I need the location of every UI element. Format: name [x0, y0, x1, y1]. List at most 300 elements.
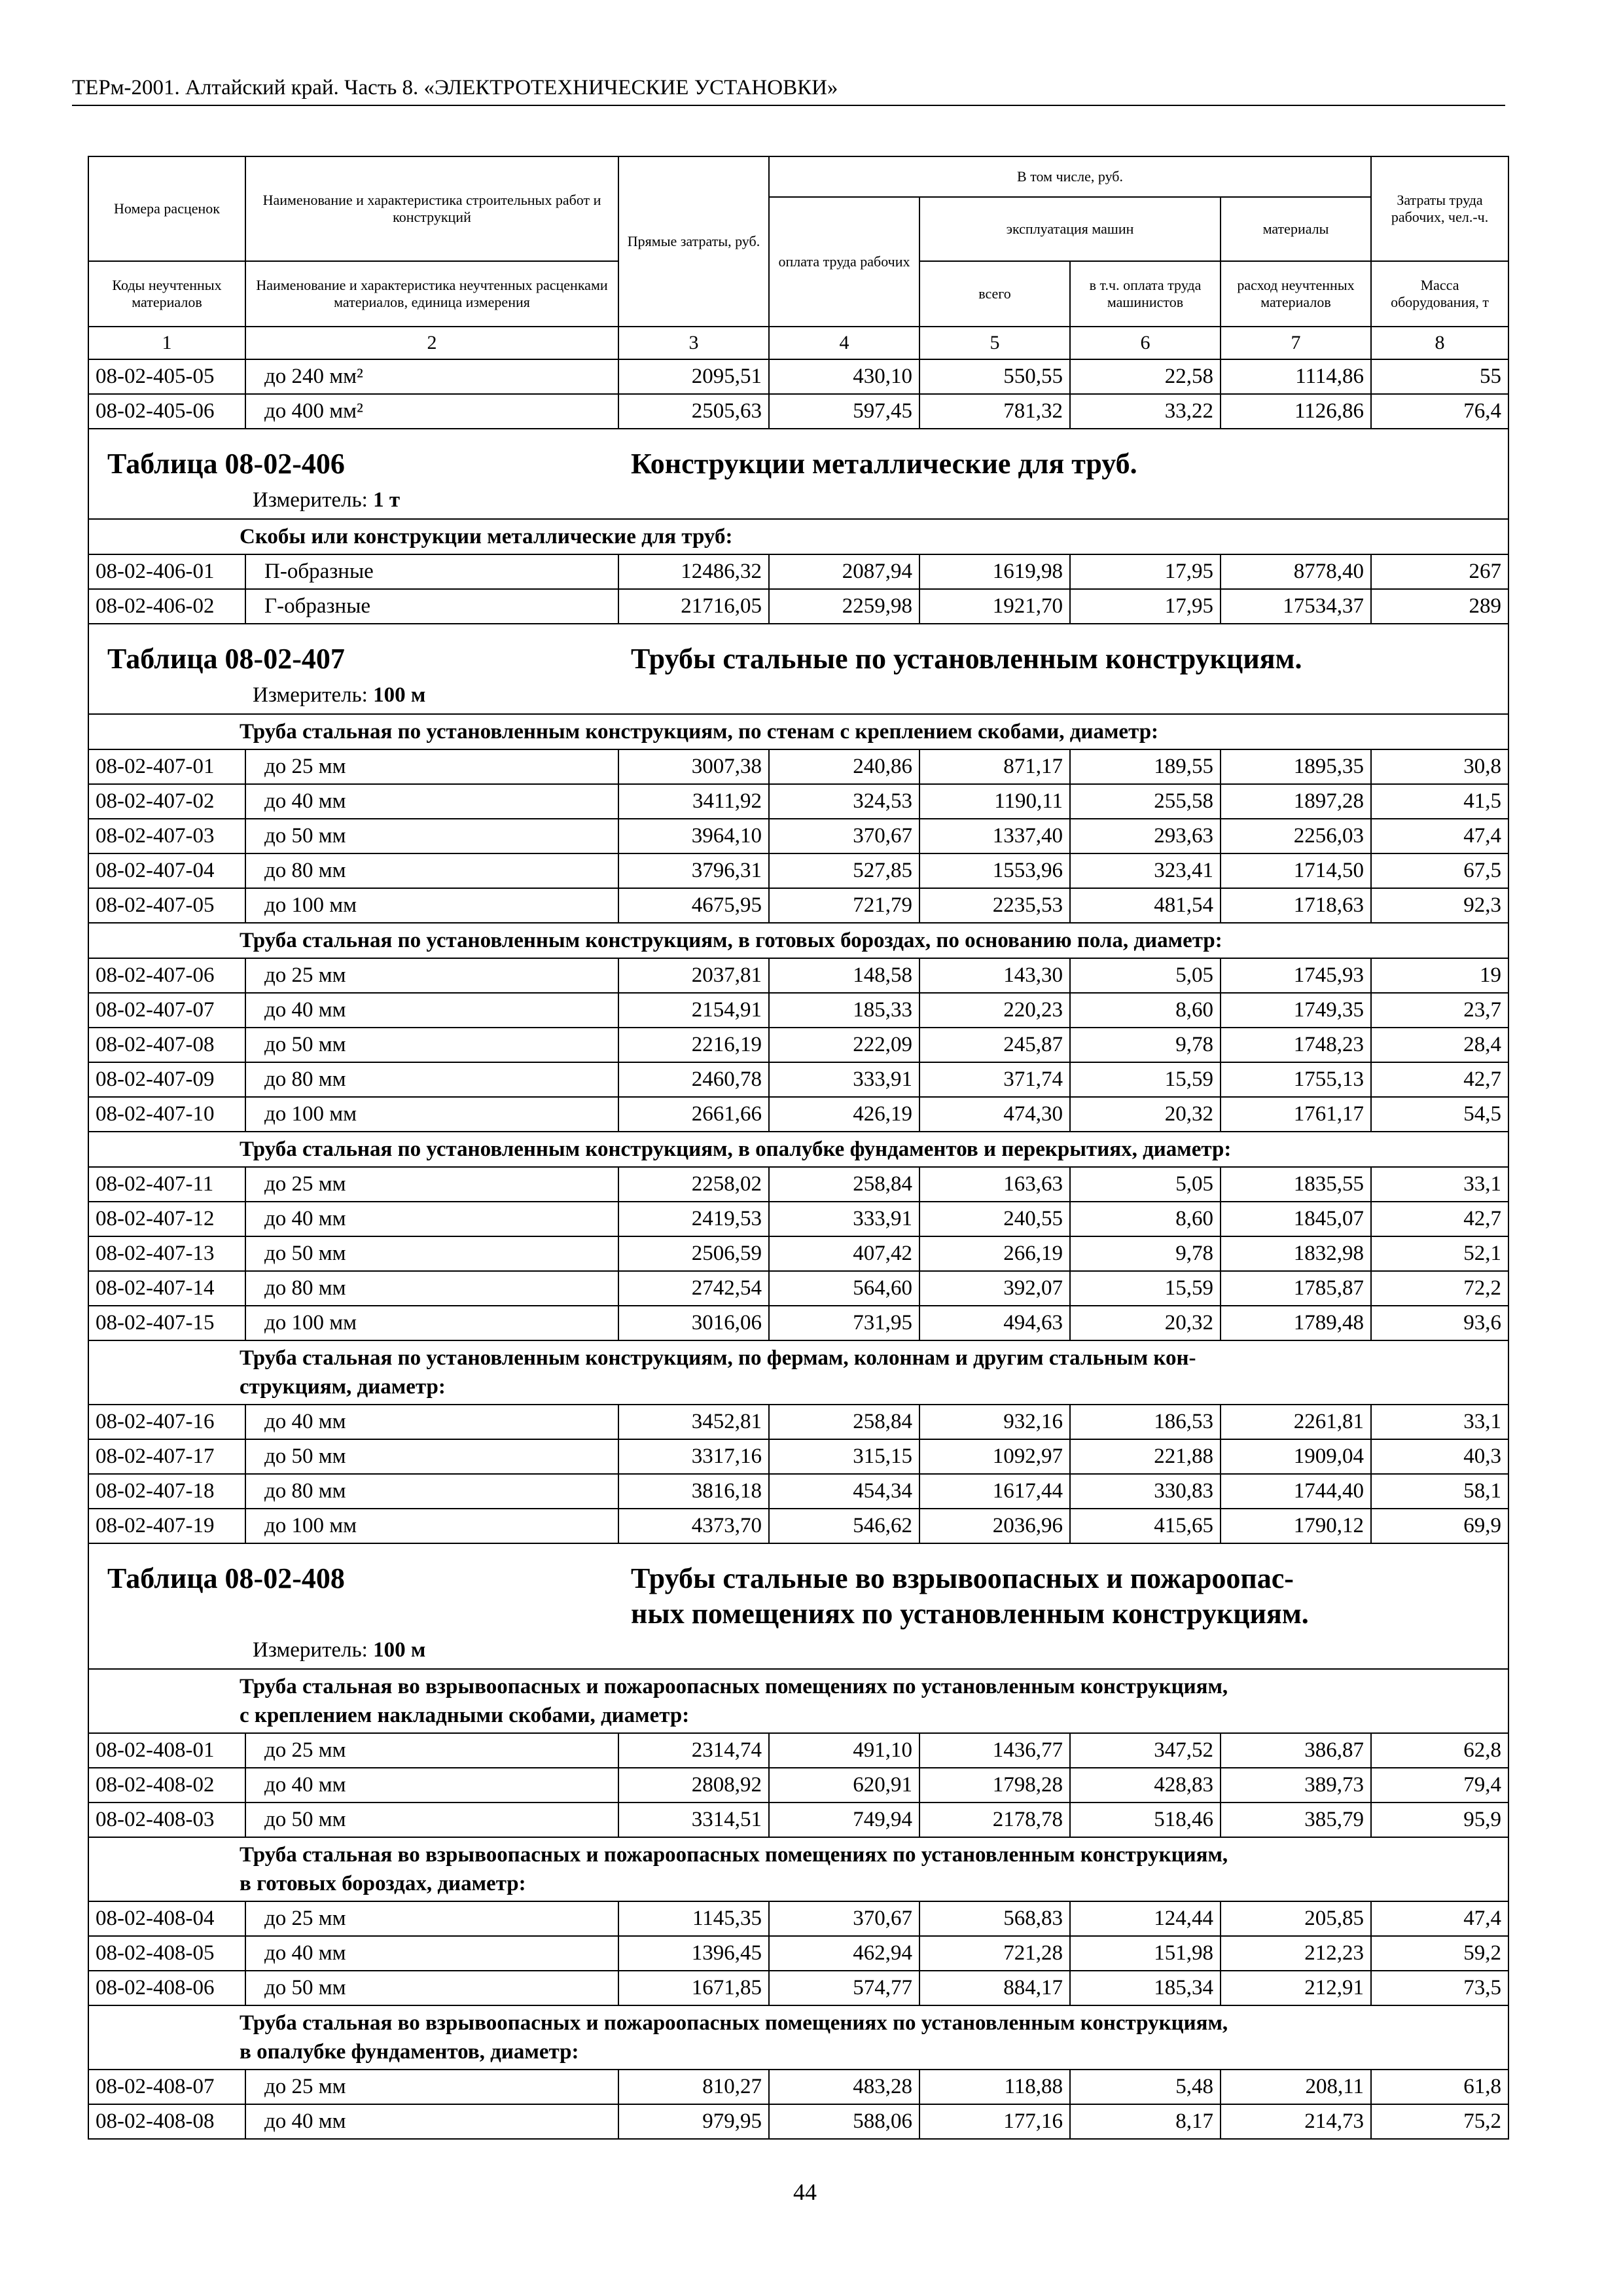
cost-value: 151,98	[1070, 1936, 1221, 1971]
rate-code: 08-02-407-19	[88, 1509, 245, 1543]
table-row	[88, 1062, 1508, 1097]
table-row	[88, 1936, 1508, 1971]
cost-value: 5,05	[1070, 958, 1221, 993]
work-name: до 100 мм	[245, 888, 618, 923]
cost-value: 330,83	[1070, 1474, 1221, 1509]
rate-code: 08-02-407-04	[88, 853, 245, 888]
table-title	[89, 624, 1508, 677]
cost-value: 2261,81	[1221, 1405, 1371, 1439]
table-row	[88, 1271, 1508, 1306]
section-row	[88, 714, 1508, 749]
work-name: до 80 мм	[245, 1271, 618, 1306]
cost-value: 4675,95	[618, 888, 769, 923]
cost-value: 426,19	[769, 1097, 919, 1132]
cost-value: 185,34	[1070, 1971, 1221, 2005]
cost-value: 21716,05	[618, 589, 769, 624]
cost-value: 20,32	[1070, 1306, 1221, 1340]
cost-value: 370,67	[769, 819, 919, 853]
work-name: до 100 мм	[245, 1097, 618, 1132]
section-title	[88, 714, 1508, 749]
table-measure	[89, 482, 1508, 518]
cost-value: 518,46	[1070, 1803, 1221, 1837]
table-row	[88, 888, 1508, 923]
table-row	[88, 2070, 1508, 2104]
cost-value: 143,30	[919, 958, 1070, 993]
table-label: Таблица 08-02-407	[107, 643, 345, 675]
cost-value: 389,73	[1221, 1768, 1371, 1803]
cost-value: 721,28	[919, 1936, 1070, 1971]
cost-value: 67,5	[1371, 853, 1508, 888]
cost-value: 240,86	[769, 749, 919, 784]
cost-value: 8,60	[1070, 1202, 1221, 1236]
cost-value: 258,84	[769, 1405, 919, 1439]
cost-value: 2178,78	[919, 1803, 1070, 1837]
work-name: до 25 мм	[245, 1901, 618, 1936]
cost-value: 781,32	[919, 394, 1070, 429]
cost-value: 1114,86	[1221, 359, 1371, 394]
rate-code: 08-02-407-01	[88, 749, 245, 784]
measure-value: 1 т	[373, 488, 401, 512]
col-number: 4	[769, 327, 919, 359]
cost-value: 1755,13	[1221, 1062, 1371, 1097]
cost-value: 17,95	[1070, 589, 1221, 624]
rate-code: 08-02-407-16	[88, 1405, 245, 1439]
col-direct-header: Прямые затраты, руб.	[618, 156, 769, 327]
col-name-header: Наименование и характеристика строительных работ и конструкций	[245, 156, 618, 261]
cost-value: 61,8	[1371, 2070, 1508, 2104]
table-description-line: ных помещениях по установленным конструкциям.	[631, 1598, 1309, 1630]
work-name: до 40 мм	[245, 1202, 618, 1236]
cost-value: 2036,96	[919, 1509, 1070, 1543]
cost-value: 386,87	[1221, 1733, 1371, 1768]
col-mass-header: Масса оборудования, т	[1371, 261, 1508, 327]
page-header: ТЕРм-2001. Алтайский край. Часть 8. «ЭЛЕКТРОТЕХНИЧЕСКИЕ УСТАНОВКИ»	[72, 73, 1505, 106]
col-in-that-header: В том числе, руб.	[769, 156, 1371, 197]
cost-value: 333,91	[769, 1202, 919, 1236]
cost-value: 731,95	[769, 1306, 919, 1340]
cost-value: 392,07	[919, 1271, 1070, 1306]
cost-value: 124,44	[1070, 1901, 1221, 1936]
table-row	[88, 1971, 1508, 2005]
measure-value: 100 м	[373, 1638, 426, 1662]
cost-value: 932,16	[919, 1405, 1070, 1439]
cost-value: 47,4	[1371, 819, 1508, 853]
cost-value: 324,53	[769, 784, 919, 819]
cost-value: 1785,87	[1221, 1271, 1371, 1306]
cost-value: 214,73	[1221, 2104, 1371, 2139]
cost-value: 33,22	[1070, 394, 1221, 429]
cost-value: 1761,17	[1221, 1097, 1371, 1132]
rate-code: 08-02-407-13	[88, 1236, 245, 1271]
rate-code: 08-02-405-05	[88, 359, 245, 394]
col-number: 7	[1221, 327, 1371, 359]
cost-value: 95,9	[1371, 1803, 1508, 1837]
work-name: до 25 мм	[245, 2070, 618, 2104]
cost-value: 293,63	[1070, 819, 1221, 853]
cost-value: 3007,38	[618, 749, 769, 784]
work-name: до 50 мм	[245, 1439, 618, 1474]
cost-value: 454,34	[769, 1474, 919, 1509]
cost-value: 1718,63	[1221, 888, 1371, 923]
cost-value: 462,94	[769, 1936, 919, 1971]
measure-label: Измеритель:	[253, 683, 368, 707]
col-code-header: Номера расценок	[88, 156, 245, 261]
cost-value: 385,79	[1221, 1803, 1371, 1837]
cost-value: 2460,78	[618, 1062, 769, 1097]
cost-value: 59,2	[1371, 1936, 1508, 1971]
rate-code: 08-02-408-01	[88, 1733, 245, 1768]
cost-value: 148,58	[769, 958, 919, 993]
table-row	[88, 1733, 1508, 1768]
cost-value: 2505,63	[618, 394, 769, 429]
rate-code: 08-02-408-03	[88, 1803, 245, 1837]
table-row	[88, 1439, 1508, 1474]
cost-value: 407,42	[769, 1236, 919, 1271]
cost-value: 749,94	[769, 1803, 919, 1837]
cost-value: 19	[1371, 958, 1508, 993]
work-name: до 50 мм	[245, 1803, 618, 1837]
work-name: до 25 мм	[245, 1167, 618, 1202]
cost-value: 1845,07	[1221, 1202, 1371, 1236]
rate-code: 08-02-406-01	[88, 554, 245, 589]
cost-value: 4373,70	[618, 1509, 769, 1543]
work-name: до 50 мм	[245, 819, 618, 853]
cost-value: 54,5	[1371, 1097, 1508, 1132]
cost-value: 258,84	[769, 1167, 919, 1202]
cost-value: 1714,50	[1221, 853, 1371, 888]
cost-value: 1337,40	[919, 819, 1070, 853]
table-description: Конструкции металлические для труб.	[631, 448, 1137, 480]
cost-value: 1553,96	[919, 853, 1070, 888]
cost-value: 3964,10	[618, 819, 769, 853]
table-row	[88, 1405, 1508, 1439]
table-row	[88, 1768, 1508, 1803]
work-name: до 50 мм	[245, 1028, 618, 1062]
cost-value: 3452,81	[618, 1405, 769, 1439]
cost-value: 42,7	[1371, 1202, 1508, 1236]
section-row	[88, 1669, 1508, 1733]
table-measure	[89, 677, 1508, 713]
section-title-line: в опалубке фундаментов, диаметр:	[240, 2040, 579, 2064]
rates-table-body	[88, 156, 1508, 2139]
table-row	[88, 2104, 1508, 2139]
cost-value: 620,91	[769, 1768, 919, 1803]
table-row	[88, 749, 1508, 784]
rate-code: 08-02-408-06	[88, 1971, 245, 2005]
table-row	[88, 1236, 1508, 1271]
cost-value: 47,4	[1371, 1901, 1508, 1936]
cost-value: 3796,31	[618, 853, 769, 888]
work-name: до 240 мм²	[245, 359, 618, 394]
rate-code: 08-02-408-05	[88, 1936, 245, 1971]
work-name: до 25 мм	[245, 1733, 618, 1768]
cost-value: 62,8	[1371, 1733, 1508, 1768]
cost-value: 9,78	[1070, 1236, 1221, 1271]
cost-value: 205,85	[1221, 1901, 1371, 1936]
work-name: до 25 мм	[245, 749, 618, 784]
cost-value: 118,88	[919, 2070, 1070, 2104]
table-title-row	[88, 624, 1508, 714]
cost-value: 5,05	[1070, 1167, 1221, 1202]
rates-table	[88, 156, 1509, 2140]
table-row	[88, 1803, 1508, 1837]
cost-value: 1745,93	[1221, 958, 1371, 993]
section-row	[88, 1837, 1508, 1901]
work-name: до 40 мм	[245, 2104, 618, 2139]
cost-value: 1895,35	[1221, 749, 1371, 784]
table-description	[631, 1561, 1501, 1632]
rate-code: 08-02-407-09	[88, 1062, 245, 1097]
rate-code: 08-02-406-02	[88, 589, 245, 624]
cost-value: 371,74	[919, 1062, 1070, 1097]
cost-value: 1619,98	[919, 554, 1070, 589]
cost-value: 1744,40	[1221, 1474, 1371, 1509]
cost-value: 2154,91	[618, 993, 769, 1028]
cost-value: 12486,32	[618, 554, 769, 589]
section-title	[88, 1837, 1508, 1901]
cost-value: 186,53	[1070, 1405, 1221, 1439]
cost-value: 1790,12	[1221, 1509, 1371, 1543]
table-title	[89, 1544, 1508, 1632]
cost-value: 370,67	[769, 1901, 919, 1936]
col-unacc-materials-header: расход неучтенных материалов	[1221, 261, 1371, 327]
cost-value: 415,65	[1070, 1509, 1221, 1543]
col-number: 6	[1070, 327, 1221, 359]
rate-code: 08-02-407-10	[88, 1097, 245, 1132]
cost-value: 2087,94	[769, 554, 919, 589]
table-title-block	[88, 624, 1508, 714]
table-row	[88, 1028, 1508, 1062]
section-title-line: Труба стальная по установленным конструкциям, в готовых бороздах, по основанию пола, диаметр:	[240, 928, 1222, 952]
measure-label: Измеритель:	[253, 488, 368, 512]
work-name: П-образные	[245, 554, 618, 589]
cost-value: 267	[1371, 554, 1508, 589]
cost-value: 5,48	[1070, 2070, 1221, 2104]
cost-value: 1749,35	[1221, 993, 1371, 1028]
cost-value: 8778,40	[1221, 554, 1371, 589]
section-row	[88, 519, 1508, 554]
rate-code: 08-02-407-05	[88, 888, 245, 923]
cost-value: 185,33	[769, 993, 919, 1028]
cost-value: 76,4	[1371, 394, 1508, 429]
rate-code: 08-02-405-06	[88, 394, 245, 429]
section-title-line: Труба стальная по установленным конструкциям, по фермам, колоннам и другим стальным кон-	[240, 1346, 1196, 1370]
work-name: до 80 мм	[245, 853, 618, 888]
cost-value: 1798,28	[919, 1768, 1070, 1803]
cost-value: 75,2	[1371, 2104, 1508, 2139]
cost-value: 163,63	[919, 1167, 1070, 1202]
cost-value: 315,15	[769, 1439, 919, 1474]
rate-code: 08-02-407-08	[88, 1028, 245, 1062]
cost-value: 17,95	[1070, 554, 1221, 589]
cost-value: 2258,02	[618, 1167, 769, 1202]
cost-value: 41,5	[1371, 784, 1508, 819]
cost-value: 347,52	[1070, 1733, 1221, 1768]
cost-value: 208,11	[1221, 2070, 1371, 2104]
table-measure	[89, 1632, 1508, 1668]
section-title	[88, 1340, 1508, 1405]
work-name: до 50 мм	[245, 1971, 618, 2005]
cost-value: 430,10	[769, 359, 919, 394]
cost-value: 177,16	[919, 2104, 1070, 2139]
cost-value: 2808,92	[618, 1768, 769, 1803]
table-title	[89, 429, 1508, 482]
cost-value: 491,10	[769, 1733, 919, 1768]
cost-value: 1190,11	[919, 784, 1070, 819]
cost-value: 1897,28	[1221, 784, 1371, 819]
cost-value: 2256,03	[1221, 819, 1371, 853]
table-label: Таблица 08-02-408	[107, 1562, 345, 1594]
section-row	[88, 1340, 1508, 1405]
cost-value: 189,55	[1070, 749, 1221, 784]
cost-value: 1835,55	[1221, 1167, 1371, 1202]
cost-value: 255,58	[1070, 784, 1221, 819]
cost-value: 1909,04	[1221, 1439, 1371, 1474]
section-title	[88, 519, 1508, 554]
cost-value: 884,17	[919, 1971, 1070, 2005]
cost-value: 212,91	[1221, 1971, 1371, 2005]
cost-value: 9,78	[1070, 1028, 1221, 1062]
cost-value: 23,7	[1371, 993, 1508, 1028]
section-title-line: Труба стальная во взрывоопасных и пожароопасных помещениях по установленным конструкциям,	[240, 2011, 1228, 2035]
cost-value: 289	[1371, 589, 1508, 624]
col-materials-header: материалы	[1221, 197, 1371, 261]
cost-value: 481,54	[1070, 888, 1221, 923]
col-number: 3	[618, 327, 769, 359]
table-row	[88, 1474, 1508, 1509]
cost-value: 721,79	[769, 888, 919, 923]
cost-value: 1789,48	[1221, 1306, 1371, 1340]
cost-value: 1436,77	[919, 1733, 1070, 1768]
cost-value: 73,5	[1371, 1971, 1508, 2005]
cost-value: 220,23	[919, 993, 1070, 1028]
table-row	[88, 784, 1508, 819]
table-row	[88, 394, 1508, 429]
cost-value: 33,1	[1371, 1405, 1508, 1439]
rate-code: 08-02-407-06	[88, 958, 245, 993]
cost-value: 15,59	[1070, 1271, 1221, 1306]
cost-value: 323,41	[1070, 853, 1221, 888]
cost-value: 810,27	[618, 2070, 769, 2104]
section-row	[88, 1132, 1508, 1167]
table-row	[88, 958, 1508, 993]
cost-value: 2259,98	[769, 589, 919, 624]
cost-value: 221,88	[1070, 1439, 1221, 1474]
cost-value: 52,1	[1371, 1236, 1508, 1271]
cost-value: 3816,18	[618, 1474, 769, 1509]
table-row	[88, 1167, 1508, 1202]
table-row	[88, 1509, 1508, 1543]
table-row	[88, 853, 1508, 888]
cost-value: 33,1	[1371, 1167, 1508, 1202]
cost-value: 42,7	[1371, 1062, 1508, 1097]
cost-value: 871,17	[919, 749, 1070, 784]
cost-value: 1921,70	[919, 589, 1070, 624]
table-row	[88, 1901, 1508, 1936]
cost-value: 20,32	[1070, 1097, 1221, 1132]
table-title-block	[88, 1543, 1508, 1669]
section-title	[88, 1132, 1508, 1167]
work-name: до 80 мм	[245, 1474, 618, 1509]
work-name: до 100 мм	[245, 1306, 618, 1340]
section-title-line: струкциям, диаметр:	[240, 1375, 446, 1399]
cost-value: 2419,53	[618, 1202, 769, 1236]
rate-code: 08-02-408-02	[88, 1768, 245, 1803]
cost-value: 1671,85	[618, 1971, 769, 2005]
work-name: до 40 мм	[245, 993, 618, 1028]
work-name: до 100 мм	[245, 1509, 618, 1543]
cost-value: 30,8	[1371, 749, 1508, 784]
col-name-sub-header: Наименование и характеристика неучтенных расценками материалов, единица измерения	[245, 261, 618, 327]
table-description-line: Трубы стальные во взрывоопасных и пожароопас-	[631, 1562, 1294, 1594]
cost-value: 1145,35	[618, 1901, 769, 1936]
rate-code: 08-02-408-04	[88, 1901, 245, 1936]
table-row	[88, 589, 1508, 624]
cost-value: 550,55	[919, 359, 1070, 394]
cost-value: 979,95	[618, 2104, 769, 2139]
cost-value: 2661,66	[618, 1097, 769, 1132]
cost-value: 8,60	[1070, 993, 1221, 1028]
table-row	[88, 993, 1508, 1028]
section-title	[88, 923, 1508, 958]
cost-value: 40,3	[1371, 1439, 1508, 1474]
cost-value: 2095,51	[618, 359, 769, 394]
work-name: до 40 мм	[245, 1405, 618, 1439]
cost-value: 527,85	[769, 853, 919, 888]
section-title-line: Труба стальная во взрывоопасных и пожароопасных помещениях по установленным конструкциям,	[240, 1843, 1228, 1867]
table-label: Таблица 08-02-406	[107, 448, 345, 480]
cost-value: 3314,51	[618, 1803, 769, 1837]
col-total-header: всего	[919, 261, 1070, 327]
col-number: 1	[88, 327, 245, 359]
table-row	[88, 1097, 1508, 1132]
cost-value: 2235,53	[919, 888, 1070, 923]
table-row	[88, 1306, 1508, 1340]
col-number: 8	[1371, 327, 1508, 359]
cost-value: 8,17	[1070, 2104, 1221, 2139]
cost-value: 28,4	[1371, 1028, 1508, 1062]
work-name: до 80 мм	[245, 1062, 618, 1097]
rate-code: 08-02-407-11	[88, 1167, 245, 1202]
col-labor-pay-header: оплата труда рабочих	[769, 197, 919, 327]
table-description: Трубы стальные по установленным конструкциям.	[631, 643, 1302, 675]
cost-value: 483,28	[769, 2070, 919, 2104]
cost-value: 93,6	[1371, 1306, 1508, 1340]
col-code-sub-header: Коды неучтенных материалов	[88, 261, 245, 327]
cost-value: 1396,45	[618, 1936, 769, 1971]
cost-value: 79,4	[1371, 1768, 1508, 1803]
table-title-block	[88, 429, 1508, 519]
rate-code: 08-02-407-12	[88, 1202, 245, 1236]
cost-value: 2216,19	[618, 1028, 769, 1062]
section-row	[88, 2005, 1508, 2070]
cost-value: 1126,86	[1221, 394, 1371, 429]
rate-code: 08-02-407-07	[88, 993, 245, 1028]
work-name: до 50 мм	[245, 1236, 618, 1271]
work-name: до 400 мм²	[245, 394, 618, 429]
cost-value: 428,83	[1070, 1768, 1221, 1803]
section-title-line: Труба стальная во взрывоопасных и пожароопасных помещениях по установленным конструкциям,	[240, 1675, 1228, 1698]
cost-value: 574,77	[769, 1971, 919, 2005]
cost-value: 474,30	[919, 1097, 1070, 1132]
rate-code: 08-02-407-17	[88, 1439, 245, 1474]
cost-value: 546,62	[769, 1509, 919, 1543]
cost-value: 245,87	[919, 1028, 1070, 1062]
cost-value: 2314,74	[618, 1733, 769, 1768]
cost-value: 72,2	[1371, 1271, 1508, 1306]
cost-value: 2037,81	[618, 958, 769, 993]
rate-code: 08-02-407-15	[88, 1306, 245, 1340]
